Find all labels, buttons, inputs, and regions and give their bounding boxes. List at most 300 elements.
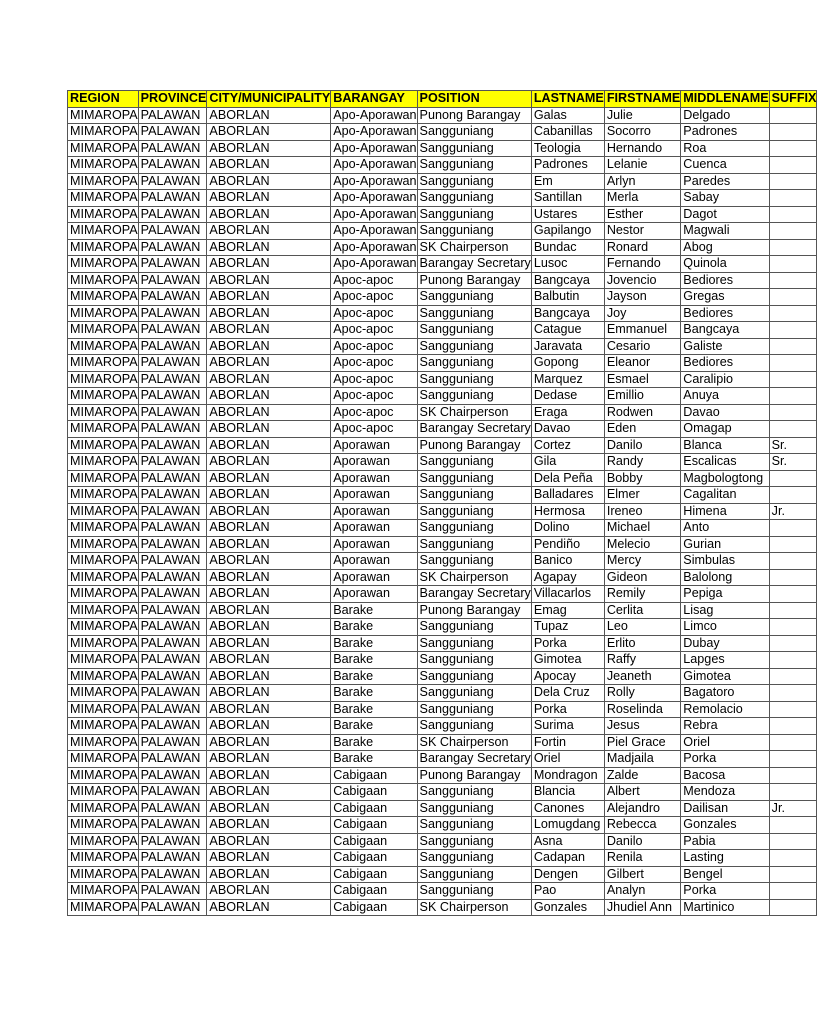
cell-position[interactable]: Punong Barangay [417, 107, 531, 124]
cell-region[interactable]: MIMAROPA [68, 338, 139, 355]
cell-middlename[interactable]: Roa [681, 140, 769, 157]
cell-firstname[interactable]: Rebecca [604, 817, 680, 834]
cell-position[interactable]: Sangguniang [417, 289, 531, 306]
cell-middlename[interactable]: Blanca [681, 437, 769, 454]
cell-region[interactable]: MIMAROPA [68, 421, 139, 438]
cell-province[interactable]: PALAWAN [138, 223, 207, 240]
cell-position[interactable]: Sangguniang [417, 157, 531, 174]
cell-suffix[interactable] [769, 586, 817, 603]
cell-firstname[interactable]: Michael [604, 520, 680, 537]
cell-barangay[interactable]: Apoc-apoc [331, 338, 417, 355]
cell-province[interactable]: PALAWAN [138, 371, 207, 388]
cell-suffix[interactable] [769, 701, 817, 718]
cell-region[interactable]: MIMAROPA [68, 602, 139, 619]
cell-lastname[interactable]: Cabanillas [531, 124, 604, 141]
cell-region[interactable]: MIMAROPA [68, 619, 139, 636]
cell-province[interactable]: PALAWAN [138, 800, 207, 817]
cell-barangay[interactable]: Cabigaan [331, 833, 417, 850]
cell-position[interactable]: SK Chairperson [417, 734, 531, 751]
cell-barangay[interactable]: Aporawan [331, 520, 417, 537]
cell-province[interactable]: PALAWAN [138, 883, 207, 900]
cell-position[interactable]: Punong Barangay [417, 602, 531, 619]
cell-middlename[interactable]: Anto [681, 520, 769, 537]
cell-city-municipality[interactable]: ABORLAN [207, 652, 331, 669]
cell-province[interactable]: PALAWAN [138, 355, 207, 372]
cell-firstname[interactable]: Ireneo [604, 503, 680, 520]
cell-region[interactable]: MIMAROPA [68, 734, 139, 751]
cell-barangay[interactable]: Barake [331, 751, 417, 768]
cell-middlename[interactable]: Lasting [681, 850, 769, 867]
cell-city-municipality[interactable]: ABORLAN [207, 685, 331, 702]
cell-lastname[interactable]: Gonzales [531, 899, 604, 916]
cell-position[interactable]: Sangguniang [417, 124, 531, 141]
cell-suffix[interactable]: Jr. [769, 800, 817, 817]
cell-firstname[interactable]: Joy [604, 305, 680, 322]
cell-region[interactable]: MIMAROPA [68, 883, 139, 900]
cell-position[interactable]: Barangay Secretary [417, 586, 531, 603]
cell-suffix[interactable] [769, 520, 817, 537]
cell-position[interactable]: Sangguniang [417, 850, 531, 867]
cell-region[interactable]: MIMAROPA [68, 470, 139, 487]
header-cell-firstname[interactable]: FIRSTNAME [604, 91, 680, 108]
cell-lastname[interactable]: Hermosa [531, 503, 604, 520]
cell-barangay[interactable]: Apoc-apoc [331, 421, 417, 438]
cell-city-municipality[interactable]: ABORLAN [207, 140, 331, 157]
cell-province[interactable]: PALAWAN [138, 470, 207, 487]
cell-lastname[interactable]: Dolino [531, 520, 604, 537]
cell-suffix[interactable] [769, 289, 817, 306]
cell-position[interactable]: Punong Barangay [417, 272, 531, 289]
cell-city-municipality[interactable]: ABORLAN [207, 256, 331, 273]
cell-lastname[interactable]: Bangcaya [531, 305, 604, 322]
cell-middlename[interactable]: Lisag [681, 602, 769, 619]
cell-barangay[interactable]: Apoc-apoc [331, 404, 417, 421]
cell-province[interactable]: PALAWAN [138, 421, 207, 438]
cell-barangay[interactable]: Apoc-apoc [331, 272, 417, 289]
cell-city-municipality[interactable]: ABORLAN [207, 305, 331, 322]
cell-position[interactable]: Sangguniang [417, 866, 531, 883]
cell-lastname[interactable]: Fortin [531, 734, 604, 751]
cell-middlename[interactable]: Magbologtong [681, 470, 769, 487]
cell-lastname[interactable]: Gopong [531, 355, 604, 372]
cell-firstname[interactable]: Emmanuel [604, 322, 680, 339]
cell-lastname[interactable]: Surima [531, 718, 604, 735]
cell-barangay[interactable]: Cabigaan [331, 817, 417, 834]
cell-firstname[interactable]: Gideon [604, 569, 680, 586]
cell-city-municipality[interactable]: ABORLAN [207, 421, 331, 438]
cell-city-municipality[interactable]: ABORLAN [207, 322, 331, 339]
cell-suffix[interactable]: Jr. [769, 503, 817, 520]
cell-firstname[interactable]: Zalde [604, 767, 680, 784]
cell-middlename[interactable]: Remolacio [681, 701, 769, 718]
cell-firstname[interactable]: Cesario [604, 338, 680, 355]
cell-position[interactable]: Sangguniang [417, 223, 531, 240]
cell-region[interactable]: MIMAROPA [68, 437, 139, 454]
cell-lastname[interactable]: Pao [531, 883, 604, 900]
cell-firstname[interactable]: Danilo [604, 833, 680, 850]
cell-position[interactable]: Sangguniang [417, 553, 531, 570]
cell-lastname[interactable]: Gimotea [531, 652, 604, 669]
cell-position[interactable]: Sangguniang [417, 685, 531, 702]
cell-position[interactable]: Sangguniang [417, 883, 531, 900]
cell-barangay[interactable]: Apoc-apoc [331, 322, 417, 339]
cell-barangay[interactable]: Apoc-apoc [331, 305, 417, 322]
cell-firstname[interactable]: Lelanie [604, 157, 680, 174]
cell-province[interactable]: PALAWAN [138, 718, 207, 735]
cell-region[interactable]: MIMAROPA [68, 850, 139, 867]
cell-suffix[interactable] [769, 569, 817, 586]
cell-firstname[interactable]: Rolly [604, 685, 680, 702]
cell-middlename[interactable]: Dagot [681, 206, 769, 223]
cell-position[interactable]: Sangguniang [417, 355, 531, 372]
cell-firstname[interactable]: Arlyn [604, 173, 680, 190]
cell-position[interactable]: Sangguniang [417, 817, 531, 834]
cell-firstname[interactable]: Danilo [604, 437, 680, 454]
cell-position[interactable]: Sangguniang [417, 784, 531, 801]
cell-city-municipality[interactable]: ABORLAN [207, 239, 331, 256]
cell-position[interactable]: Sangguniang [417, 388, 531, 405]
cell-firstname[interactable]: Rodwen [604, 404, 680, 421]
cell-position[interactable]: Sangguniang [417, 635, 531, 652]
cell-province[interactable]: PALAWAN [138, 899, 207, 916]
cell-barangay[interactable]: Aporawan [331, 536, 417, 553]
cell-firstname[interactable]: Jeaneth [604, 668, 680, 685]
cell-suffix[interactable] [769, 272, 817, 289]
cell-firstname[interactable]: Esther [604, 206, 680, 223]
cell-suffix[interactable] [769, 355, 817, 372]
cell-lastname[interactable]: Cadapan [531, 850, 604, 867]
cell-suffix[interactable] [769, 338, 817, 355]
cell-province[interactable]: PALAWAN [138, 767, 207, 784]
cell-position[interactable]: Sangguniang [417, 503, 531, 520]
cell-province[interactable]: PALAWAN [138, 784, 207, 801]
cell-lastname[interactable]: Lomugdang [531, 817, 604, 834]
cell-barangay[interactable]: Barake [331, 635, 417, 652]
cell-city-municipality[interactable]: ABORLAN [207, 437, 331, 454]
cell-firstname[interactable]: Socorro [604, 124, 680, 141]
cell-city-municipality[interactable]: ABORLAN [207, 404, 331, 421]
cell-lastname[interactable]: Balbutin [531, 289, 604, 306]
cell-lastname[interactable]: Villacarlos [531, 586, 604, 603]
cell-barangay[interactable]: Cabigaan [331, 784, 417, 801]
cell-city-municipality[interactable]: ABORLAN [207, 586, 331, 603]
cell-city-municipality[interactable]: ABORLAN [207, 800, 331, 817]
cell-position[interactable]: Barangay Secretary [417, 751, 531, 768]
cell-province[interactable]: PALAWAN [138, 635, 207, 652]
cell-province[interactable]: PALAWAN [138, 206, 207, 223]
cell-barangay[interactable]: Barake [331, 734, 417, 751]
cell-region[interactable]: MIMAROPA [68, 569, 139, 586]
cell-position[interactable]: Sangguniang [417, 536, 531, 553]
cell-province[interactable]: PALAWAN [138, 404, 207, 421]
cell-middlename[interactable]: Galiste [681, 338, 769, 355]
header-cell-province[interactable]: PROVINCE [138, 91, 207, 108]
cell-city-municipality[interactable]: ABORLAN [207, 289, 331, 306]
cell-firstname[interactable]: Hernando [604, 140, 680, 157]
cell-firstname[interactable]: Ronard [604, 239, 680, 256]
cell-city-municipality[interactable]: ABORLAN [207, 157, 331, 174]
cell-province[interactable]: PALAWAN [138, 866, 207, 883]
cell-barangay[interactable]: Cabigaan [331, 850, 417, 867]
cell-barangay[interactable]: Apoc-apoc [331, 355, 417, 372]
cell-lastname[interactable]: Apocay [531, 668, 604, 685]
cell-lastname[interactable]: Agapay [531, 569, 604, 586]
cell-lastname[interactable]: Dela Peña [531, 470, 604, 487]
cell-suffix[interactable] [769, 602, 817, 619]
cell-region[interactable]: MIMAROPA [68, 190, 139, 207]
cell-position[interactable]: Sangguniang [417, 206, 531, 223]
cell-firstname[interactable]: Jayson [604, 289, 680, 306]
cell-province[interactable]: PALAWAN [138, 619, 207, 636]
cell-firstname[interactable]: Emillio [604, 388, 680, 405]
cell-province[interactable]: PALAWAN [138, 272, 207, 289]
cell-lastname[interactable]: Blancia [531, 784, 604, 801]
cell-position[interactable]: Sangguniang [417, 190, 531, 207]
cell-suffix[interactable] [769, 107, 817, 124]
cell-province[interactable]: PALAWAN [138, 338, 207, 355]
cell-middlename[interactable]: Bangcaya [681, 322, 769, 339]
cell-lastname[interactable]: Marquez [531, 371, 604, 388]
cell-lastname[interactable]: Porka [531, 635, 604, 652]
cell-suffix[interactable] [769, 421, 817, 438]
cell-city-municipality[interactable]: ABORLAN [207, 206, 331, 223]
cell-middlename[interactable]: Balolong [681, 569, 769, 586]
cell-firstname[interactable]: Eleanor [604, 355, 680, 372]
cell-middlename[interactable]: Gimotea [681, 668, 769, 685]
cell-region[interactable]: MIMAROPA [68, 256, 139, 273]
cell-suffix[interactable] [769, 140, 817, 157]
cell-suffix[interactable] [769, 751, 817, 768]
cell-firstname[interactable]: Madjaila [604, 751, 680, 768]
cell-suffix[interactable] [769, 256, 817, 273]
cell-suffix[interactable]: Sr. [769, 454, 817, 471]
cell-lastname[interactable]: Canones [531, 800, 604, 817]
header-cell-position[interactable]: POSITION [417, 91, 531, 108]
cell-city-municipality[interactable]: ABORLAN [207, 751, 331, 768]
cell-city-municipality[interactable]: ABORLAN [207, 701, 331, 718]
cell-lastname[interactable]: Bangcaya [531, 272, 604, 289]
cell-city-municipality[interactable]: ABORLAN [207, 190, 331, 207]
cell-lastname[interactable]: Gapilango [531, 223, 604, 240]
cell-position[interactable]: Sangguniang [417, 652, 531, 669]
cell-position[interactable]: Sangguniang [417, 833, 531, 850]
cell-position[interactable]: Punong Barangay [417, 437, 531, 454]
cell-region[interactable]: MIMAROPA [68, 239, 139, 256]
cell-city-municipality[interactable]: ABORLAN [207, 899, 331, 916]
cell-suffix[interactable] [769, 404, 817, 421]
cell-suffix[interactable] [769, 124, 817, 141]
cell-barangay[interactable]: Barake [331, 602, 417, 619]
cell-province[interactable]: PALAWAN [138, 734, 207, 751]
cell-middlename[interactable]: Delgado [681, 107, 769, 124]
cell-province[interactable]: PALAWAN [138, 850, 207, 867]
cell-province[interactable]: PALAWAN [138, 173, 207, 190]
cell-firstname[interactable]: Bobby [604, 470, 680, 487]
cell-middlename[interactable]: Bagatoro [681, 685, 769, 702]
cell-firstname[interactable]: Jovencio [604, 272, 680, 289]
cell-middlename[interactable]: Rebra [681, 718, 769, 735]
cell-city-municipality[interactable]: ABORLAN [207, 866, 331, 883]
cell-barangay[interactable]: Apo-Aporawan [331, 206, 417, 223]
cell-position[interactable]: Sangguniang [417, 520, 531, 537]
cell-position[interactable]: SK Chairperson [417, 569, 531, 586]
cell-firstname[interactable]: Eden [604, 421, 680, 438]
cell-region[interactable]: MIMAROPA [68, 107, 139, 124]
cell-barangay[interactable]: Apo-Aporawan [331, 239, 417, 256]
cell-suffix[interactable] [769, 553, 817, 570]
cell-barangay[interactable]: Cabigaan [331, 767, 417, 784]
cell-barangay[interactable]: Aporawan [331, 437, 417, 454]
cell-middlename[interactable]: Omagap [681, 421, 769, 438]
cell-city-municipality[interactable]: ABORLAN [207, 767, 331, 784]
cell-city-municipality[interactable]: ABORLAN [207, 470, 331, 487]
cell-city-municipality[interactable]: ABORLAN [207, 619, 331, 636]
cell-province[interactable]: PALAWAN [138, 239, 207, 256]
cell-province[interactable]: PALAWAN [138, 536, 207, 553]
cell-position[interactable]: SK Chairperson [417, 239, 531, 256]
cell-barangay[interactable]: Aporawan [331, 454, 417, 471]
cell-barangay[interactable]: Apo-Aporawan [331, 157, 417, 174]
cell-region[interactable]: MIMAROPA [68, 817, 139, 834]
cell-province[interactable]: PALAWAN [138, 157, 207, 174]
cell-province[interactable]: PALAWAN [138, 388, 207, 405]
cell-suffix[interactable] [769, 388, 817, 405]
cell-middlename[interactable]: Cuenca [681, 157, 769, 174]
cell-middlename[interactable]: Quinola [681, 256, 769, 273]
cell-middlename[interactable]: Bediores [681, 355, 769, 372]
cell-firstname[interactable]: Gilbert [604, 866, 680, 883]
cell-barangay[interactable]: Apo-Aporawan [331, 173, 417, 190]
cell-lastname[interactable]: Em [531, 173, 604, 190]
cell-lastname[interactable]: Balladares [531, 487, 604, 504]
cell-barangay[interactable]: Aporawan [331, 569, 417, 586]
cell-middlename[interactable]: Bediores [681, 305, 769, 322]
cell-lastname[interactable]: Banico [531, 553, 604, 570]
cell-lastname[interactable]: Galas [531, 107, 604, 124]
cell-middlename[interactable]: Davao [681, 404, 769, 421]
cell-middlename[interactable]: Paredes [681, 173, 769, 190]
cell-city-municipality[interactable]: ABORLAN [207, 223, 331, 240]
cell-middlename[interactable]: Dailisan [681, 800, 769, 817]
cell-barangay[interactable]: Barake [331, 652, 417, 669]
cell-city-municipality[interactable]: ABORLAN [207, 850, 331, 867]
cell-position[interactable]: Sangguniang [417, 371, 531, 388]
cell-lastname[interactable]: Davao [531, 421, 604, 438]
cell-province[interactable]: PALAWAN [138, 454, 207, 471]
cell-city-municipality[interactable]: ABORLAN [207, 371, 331, 388]
cell-region[interactable]: MIMAROPA [68, 355, 139, 372]
cell-firstname[interactable]: Nestor [604, 223, 680, 240]
cell-firstname[interactable]: Leo [604, 619, 680, 636]
cell-city-municipality[interactable]: ABORLAN [207, 272, 331, 289]
cell-city-municipality[interactable]: ABORLAN [207, 569, 331, 586]
cell-lastname[interactable]: Teologia [531, 140, 604, 157]
cell-lastname[interactable]: Ustares [531, 206, 604, 223]
cell-suffix[interactable]: Sr. [769, 437, 817, 454]
cell-firstname[interactable]: Analyn [604, 883, 680, 900]
cell-firstname[interactable]: Elmer [604, 487, 680, 504]
cell-lastname[interactable]: Gila [531, 454, 604, 471]
cell-firstname[interactable]: Piel Grace [604, 734, 680, 751]
cell-region[interactable]: MIMAROPA [68, 800, 139, 817]
cell-province[interactable]: PALAWAN [138, 817, 207, 834]
cell-lastname[interactable]: Mondragon [531, 767, 604, 784]
cell-region[interactable]: MIMAROPA [68, 668, 139, 685]
cell-region[interactable]: MIMAROPA [68, 553, 139, 570]
cell-lastname[interactable]: Oriel [531, 751, 604, 768]
cell-lastname[interactable]: Asna [531, 833, 604, 850]
cell-barangay[interactable]: Aporawan [331, 470, 417, 487]
cell-firstname[interactable]: Fernando [604, 256, 680, 273]
cell-city-municipality[interactable]: ABORLAN [207, 454, 331, 471]
cell-lastname[interactable]: Bundac [531, 239, 604, 256]
cell-firstname[interactable]: Alejandro [604, 800, 680, 817]
cell-suffix[interactable] [769, 239, 817, 256]
cell-city-municipality[interactable]: ABORLAN [207, 635, 331, 652]
cell-suffix[interactable] [769, 223, 817, 240]
cell-province[interactable]: PALAWAN [138, 652, 207, 669]
cell-suffix[interactable] [769, 157, 817, 174]
cell-suffix[interactable] [769, 899, 817, 916]
header-cell-region[interactable]: REGION [68, 91, 139, 108]
cell-position[interactable]: SK Chairperson [417, 404, 531, 421]
cell-position[interactable]: Barangay Secretary [417, 256, 531, 273]
cell-middlename[interactable]: Gurian [681, 536, 769, 553]
cell-region[interactable]: MIMAROPA [68, 701, 139, 718]
cell-lastname[interactable]: Lusoc [531, 256, 604, 273]
cell-lastname[interactable]: Catague [531, 322, 604, 339]
cell-suffix[interactable] [769, 866, 817, 883]
cell-middlename[interactable]: Padrones [681, 124, 769, 141]
cell-lastname[interactable]: Santillan [531, 190, 604, 207]
cell-region[interactable]: MIMAROPA [68, 751, 139, 768]
cell-region[interactable]: MIMAROPA [68, 289, 139, 306]
cell-position[interactable]: SK Chairperson [417, 899, 531, 916]
cell-city-municipality[interactable]: ABORLAN [207, 668, 331, 685]
cell-suffix[interactable] [769, 305, 817, 322]
cell-middlename[interactable]: Sabay [681, 190, 769, 207]
cell-region[interactable]: MIMAROPA [68, 305, 139, 322]
cell-city-municipality[interactable]: ABORLAN [207, 355, 331, 372]
cell-region[interactable]: MIMAROPA [68, 404, 139, 421]
cell-middlename[interactable]: Gonzales [681, 817, 769, 834]
cell-barangay[interactable]: Apoc-apoc [331, 388, 417, 405]
cell-suffix[interactable] [769, 487, 817, 504]
cell-province[interactable]: PALAWAN [138, 602, 207, 619]
cell-lastname[interactable]: Tupaz [531, 619, 604, 636]
cell-city-municipality[interactable]: ABORLAN [207, 338, 331, 355]
cell-region[interactable]: MIMAROPA [68, 388, 139, 405]
cell-region[interactable]: MIMAROPA [68, 833, 139, 850]
cell-province[interactable]: PALAWAN [138, 289, 207, 306]
cell-suffix[interactable] [769, 635, 817, 652]
cell-province[interactable]: PALAWAN [138, 487, 207, 504]
cell-lastname[interactable]: Dela Cruz [531, 685, 604, 702]
cell-middlename[interactable]: Porka [681, 883, 769, 900]
cell-firstname[interactable]: Raffy [604, 652, 680, 669]
cell-barangay[interactable]: Apo-Aporawan [331, 107, 417, 124]
cell-firstname[interactable]: Esmael [604, 371, 680, 388]
cell-region[interactable]: MIMAROPA [68, 685, 139, 702]
cell-firstname[interactable]: Remily [604, 586, 680, 603]
cell-barangay[interactable]: Apo-Aporawan [331, 256, 417, 273]
cell-middlename[interactable]: Cagalitan [681, 487, 769, 504]
cell-province[interactable]: PALAWAN [138, 503, 207, 520]
cell-position[interactable]: Sangguniang [417, 800, 531, 817]
cell-barangay[interactable]: Apoc-apoc [331, 289, 417, 306]
cell-barangay[interactable]: Barake [331, 701, 417, 718]
cell-suffix[interactable] [769, 883, 817, 900]
